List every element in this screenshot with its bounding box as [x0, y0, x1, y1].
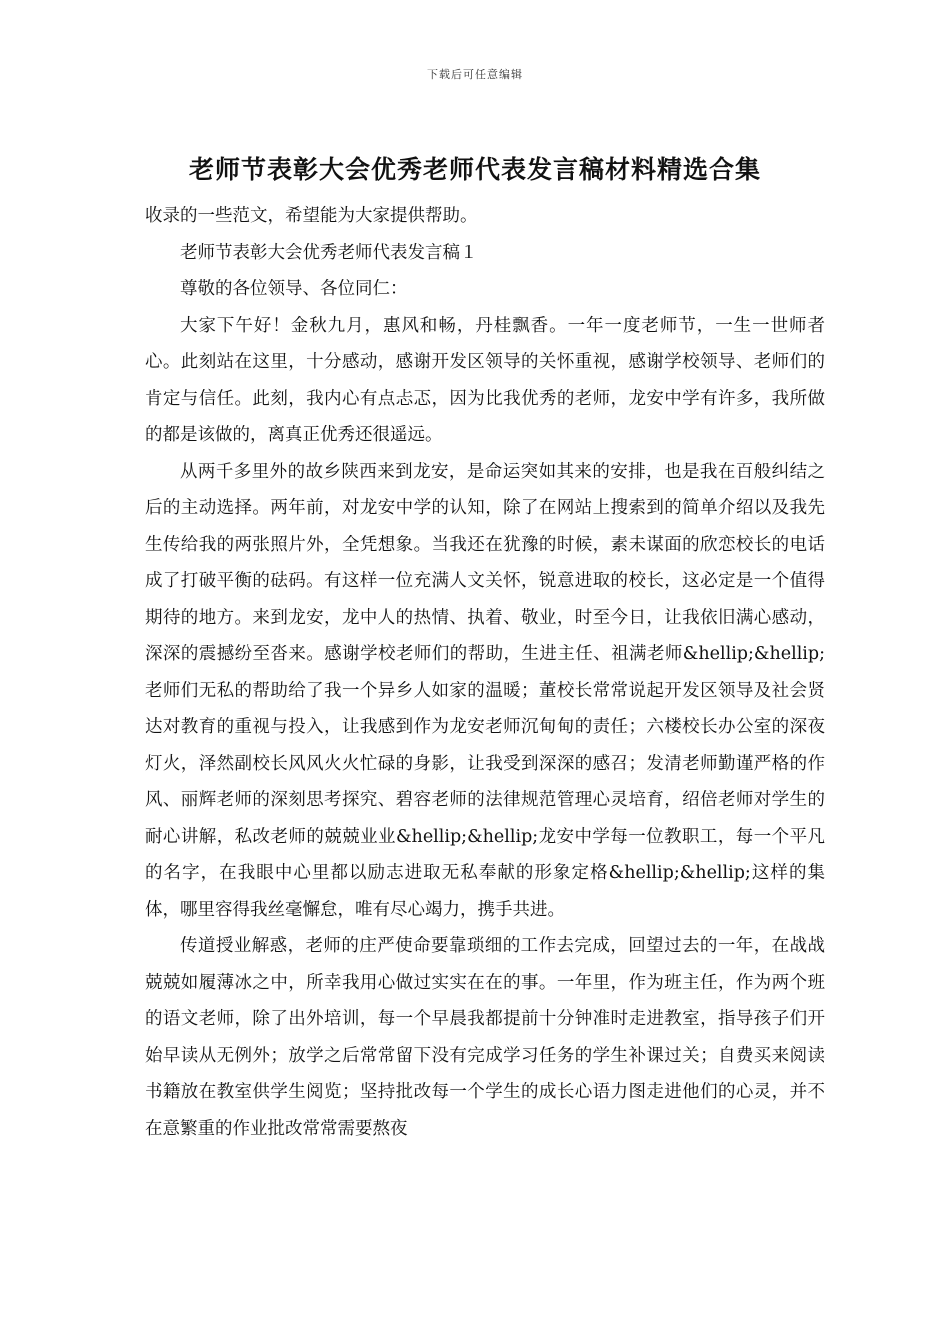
- header-note: 下载后可任意编辑: [427, 68, 523, 81]
- document-body: [145, 198, 825, 1147]
- paragraph: 传道授业解惑，老师的庄严使命要靠琐细的工作去完成，回望过去的一年，在战战兢兢如履薄冰之中，所幸我用心做过实实在在的事。一年里，作为班主任，作为两个班的语文老师，除了出外培训，每一个早晨我都提前十分钟准时走进教室，指导孩子们开始早读从无例外；放学之后常常留下没有完成学习任务的学生补课过关；自费买来阅读书籍放在教室供学生阅览；坚持批改每一个学生的成长心语力图走进他们的心灵，并不在意繁重的作业批改常常需要熬夜: [145, 936, 825, 1139]
- paragraph: 老师节表彰大会优秀老师代表发言稿１: [180, 242, 478, 263]
- paragraph: 大家下午好！金秋九月，惠风和畅，丹桂飘香。一年一度老师节，一生一世师者心。此刻站在这里，十分感动，感谢开发区领导的关怀重视，感谢学校领导、老师们的肯定与信任。此刻，我内心有点忐忑，因为比我优秀的老师，龙安中学有许多，我所做的都是该做的，离真正优秀还很遥远。: [145, 315, 825, 445]
- paragraph: 从两千多里外的故乡陕西来到龙安，是命运突如其来的安排，也是我在百般纠结之后的主动选择。两年前，对龙安中学的认知，除了在网站上搜索到的简单介绍以及我先生传给我的两张照片外，全凭想象。当我还在犹豫的时候，素未谋面的欣恋校长的电话成了打破平衡的砝码。有这样一位充满人文关怀，锐意进取的校长，这必定是一个值得期待的地方。来到龙安，龙中人的热情、执着、敬业，时至今日，让我依旧满心感动，深深的震撼纷至沓来。感谢学校老师们的帮助，生进主任、祖满老师&hellip;&hellip;老师们无私的帮助给了我一个异乡人如家的温暖；董校长常常说起开发区领导及社会贤达对教育的重视与投入，让我感到作为龙安老师沉甸甸的责任；六楼校长办公室的深夜灯火，泽然副校长风风火火忙碌的身影，让我受到深深的感召；发清老师勤谨严格的作风、丽辉老师的深刻思考探究、碧容老师的法律规范管理心灵培育，绍倍老师对学生的耐心讲解，私改老师的兢兢业业&hellip;&hellip;龙安中学每一位教职工，每一个平凡的名字，在我眼中心里都以励志进取无私奉献的形象定格&hellip;&hellip;这样的集体，哪里容得我丝毫懈怠，唯有尽心竭力，携手共进。: [145, 461, 825, 920]
- paragraph: 尊敬的各位领导、各位同仁：: [180, 279, 408, 299]
- paragraph: 收录的一些范文，希望能为大家提供帮助。: [145, 206, 478, 226]
- document-title: 老师节表彰大会优秀老师代表发言稿材料精选合集: [188, 155, 761, 184]
